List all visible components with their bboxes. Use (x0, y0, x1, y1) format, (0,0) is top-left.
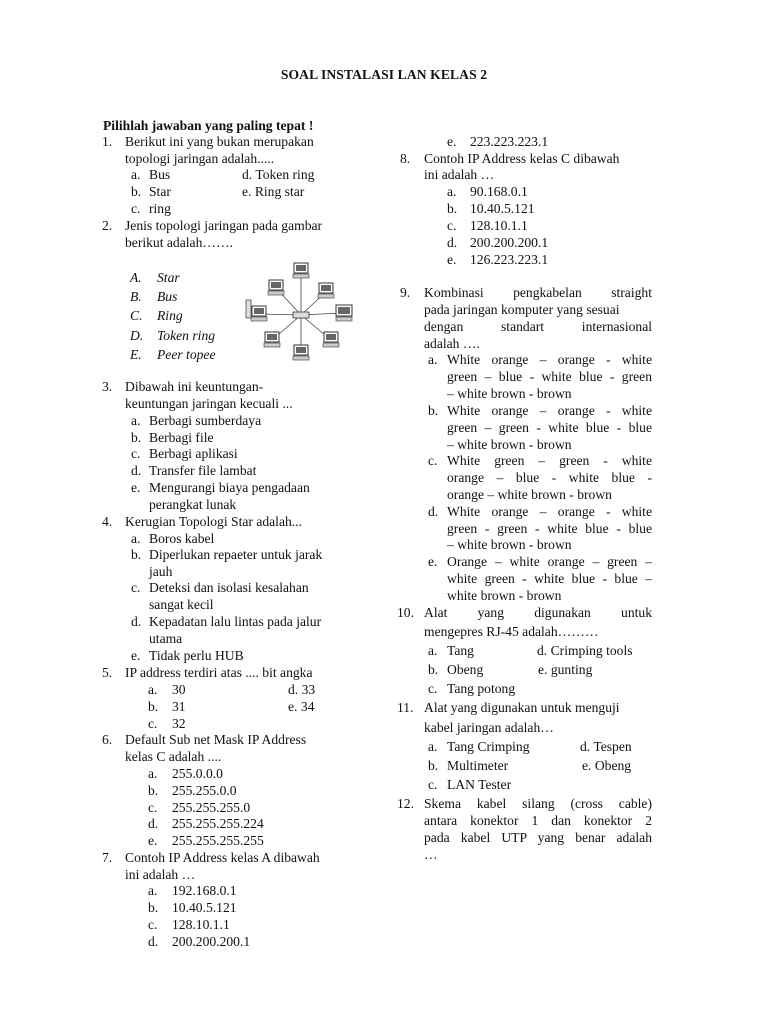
q1-option-c-letter: c. (131, 201, 141, 216)
q6-option-letter: c. (148, 800, 158, 815)
q10-option-e: e. gunting (538, 662, 593, 677)
q11-option-a-letter: a. (428, 739, 438, 754)
q7-option-text: 223.223.223.1 (470, 134, 549, 149)
q5-option-e: e. 34 (288, 699, 315, 714)
q5-option-a-letter: a. (148, 682, 158, 697)
q7-text-cont: ini adalah … (125, 867, 196, 882)
q5-number: 5. (102, 665, 113, 680)
q6-option-text: 255.255.255.0 (172, 800, 251, 815)
q7-option-text: 200.200.200.1 (172, 934, 251, 949)
q2-option-text: Bus (157, 289, 178, 304)
q9-option-b: White orange – orange - white (447, 403, 652, 418)
q8-option-letter: b. (447, 201, 458, 216)
q3-option-letter: b. (131, 430, 142, 445)
q9-option-e: Orange – white orange – green – (447, 554, 652, 569)
q3-option-letter: d. (131, 463, 142, 478)
q7-option-text: 192.168.0.1 (172, 883, 237, 898)
computer-icon (264, 332, 280, 347)
q9-option-a-letter: a. (428, 352, 438, 367)
computer-icon (268, 280, 284, 295)
q4-option-e: Tidak perlu HUB (149, 648, 244, 663)
q10-option-c: Tang potong (447, 681, 516, 696)
q4-option-d-cont: utama (149, 631, 183, 646)
q7-number: 7. (102, 850, 113, 865)
q11-text-cont: kabel jaringan adalah… (424, 720, 554, 735)
q3-option-letter: a. (131, 413, 141, 428)
q7-text: Contoh IP Address kelas A dibawah (125, 850, 320, 865)
q9-option-b-cont: – white brown - brown (447, 437, 572, 452)
q8-text-cont: ini adalah … (424, 167, 495, 182)
q2-number: 2. (102, 218, 113, 233)
q10-option-c-letter: c. (428, 681, 438, 696)
q4-option-d-letter: d. (131, 614, 142, 629)
q9-option-d: White orange – orange - white (447, 504, 652, 519)
q6-option-text: 255.0.0.0 (172, 766, 223, 781)
q6-text-cont: kelas C adalah .... (125, 749, 222, 764)
computer-icon (318, 283, 334, 298)
q3-number: 3. (102, 379, 113, 394)
q2-option-text: Ring (157, 308, 183, 323)
q4-option-c: Deteksi dan isolasi kesalahan (149, 580, 309, 595)
q5-option-b-letter: b. (148, 699, 159, 714)
q9-option-d-cont: – white brown - brown (447, 537, 572, 552)
q11-option-c: LAN Tester (447, 777, 512, 792)
q4-option-c-letter: c. (131, 580, 141, 595)
q7-option-letter: c. (148, 917, 158, 932)
computer-icon (323, 332, 339, 347)
q9-option-a-cont: green – blue - white blue - green (447, 369, 652, 384)
q1-text-cont: topologi jaringan adalah..... (125, 151, 275, 166)
q8-number: 8. (400, 151, 411, 166)
q3-option-text: Berbagi aplikasi (149, 446, 238, 461)
q11-option-a: Tang Crimping (447, 739, 530, 754)
server-icon (246, 300, 251, 318)
q9-option-b-letter: b. (428, 403, 439, 418)
computer-icon (336, 305, 352, 321)
q9-option-a-cont: – white brown - brown (447, 386, 572, 401)
q8-option-text: 126.223.223.1 (470, 252, 549, 267)
q9-option-c-cont: orange – white brown - brown (447, 487, 612, 502)
q7-option-letter: a. (148, 883, 158, 898)
q4-option-a: Boros kabel (149, 531, 215, 546)
q1-option-d: d. Token ring (242, 167, 315, 182)
q9-option-d-letter: d. (428, 504, 439, 519)
q10-option-a-letter: a. (428, 643, 438, 658)
q2-option-text: Star (157, 270, 180, 285)
q6-option-text: 255.255.0.0 (172, 783, 237, 798)
q7-option-text: 10.40.5.121 (172, 900, 237, 915)
q9-option-c: White green – green - white (447, 453, 652, 468)
q6-option-letter: a. (148, 766, 158, 781)
q11-text: Alat yang digunakan untuk menguji (424, 700, 620, 715)
q8-option-text: 128.10.1.1 (470, 218, 528, 233)
q5-text: IP address terdiri atas .... bit angka (125, 665, 313, 680)
q5-option-b: 31 (172, 699, 186, 714)
computer-icon (293, 263, 309, 278)
q3-option-text: Mengurangi biaya pengadaan (149, 480, 310, 495)
q2-option-letter: A. (130, 270, 142, 285)
q10-text-cont: mengepres RJ-45 adalah……… (424, 624, 599, 639)
q11-option-b: Multimeter (447, 758, 509, 773)
q3-option-letter: c. (131, 446, 141, 461)
hub-icon (293, 312, 309, 318)
q10-option-a: Tang (447, 643, 474, 658)
q6-option-text: 255.255.255.224 (172, 816, 264, 831)
q4-option-c-cont: sangat kecil (149, 597, 214, 612)
q11-option-b-letter: b. (428, 758, 439, 773)
q8-option-letter: a. (447, 184, 457, 199)
q12-text: Skema kabel silang (cross cable) (424, 796, 652, 811)
q3-option-text-cont: perangkat lunak (149, 497, 237, 512)
q1-option-e: e. Ring star (242, 184, 305, 199)
computer-icon (293, 345, 309, 360)
q7-option-letter: e. (447, 134, 457, 149)
q9-text-cont: pada jaringan komputer yang sesuai (424, 302, 620, 317)
q9-text: Kombinasi pengkabelan straight (424, 285, 652, 300)
q12-text-cont: pada kabel UTP yang benar adalah (424, 830, 652, 845)
q2-option-letter: E. (130, 347, 142, 362)
q1-option-a-letter: a. (131, 167, 141, 182)
q12-text-cont: … (424, 847, 438, 862)
q3-option-text: Berbagi file (149, 430, 214, 445)
q7-option-letter: b. (148, 900, 159, 915)
q2-text: Jenis topologi jaringan pada gambar (125, 218, 323, 233)
q2-option-letter: D. (130, 328, 144, 343)
q9-text-cont: adalah …. (424, 336, 480, 351)
q4-option-e-letter: e. (131, 648, 141, 663)
q5-option-d: d. 33 (288, 682, 316, 697)
q9-option-e-letter: e. (428, 554, 438, 569)
q7-option-letter: d. (148, 934, 159, 949)
q9-number: 9. (400, 285, 411, 300)
q10-text: Alat yang digunakan untuk (424, 605, 652, 620)
q3-option-text: Berbagi sumberdaya (149, 413, 262, 428)
q4-option-b-letter: b. (131, 547, 142, 562)
q4-option-b-cont: jauh (149, 564, 173, 579)
q3-option-letter: e. (131, 480, 141, 495)
q10-option-b-letter: b. (428, 662, 439, 677)
q2-text-cont: berikut adalah……. (125, 235, 233, 250)
q6-option-letter: b. (148, 783, 159, 798)
q9-option-d-cont: green - green - white blue - blue (447, 521, 652, 536)
q1-option-c: ring (149, 201, 171, 216)
q12-text-cont: antara konektor 1 dan konektor 2 (424, 813, 652, 828)
q10-option-d: d. Crimping tools (537, 643, 633, 658)
q9-option-c-cont: orange – blue - white blue - (447, 470, 652, 485)
q6-option-text: 255.255.255.255 (172, 833, 264, 848)
star-topology-diagram (228, 258, 364, 368)
q2-option-text: Peer topee (157, 347, 216, 362)
q8-option-text: 90.168.0.1 (470, 184, 528, 199)
q6-number: 6. (102, 732, 113, 747)
q8-option-letter: d. (447, 235, 458, 250)
q1-number: 1. (102, 134, 113, 149)
q9-option-e-cont: white green - white blue - blue – (447, 571, 652, 586)
q8-option-letter: c. (447, 218, 457, 233)
q11-number: 11. (397, 700, 414, 715)
computer-icon (251, 306, 267, 321)
q4-option-b: Diperlukan repaeter untuk jarak (149, 547, 323, 562)
q3-text-cont: keuntungan jaringan kecuali ... (125, 396, 293, 411)
q4-option-a-letter: a. (131, 531, 141, 546)
q6-text: Default Sub net Mask IP Address (125, 732, 307, 747)
q1-option-b: Star (149, 184, 171, 199)
q11-option-c-letter: c. (428, 777, 438, 792)
q10-number: 10. (397, 605, 414, 620)
q4-option-d: Kepadatan lalu lintas pada jalur (149, 614, 322, 629)
q9-option-a: White orange – orange - white (447, 352, 652, 367)
q3-text: Dibawah ini keuntungan- (125, 379, 264, 394)
q6-option-letter: d. (148, 816, 159, 831)
q9-option-c-letter: c. (428, 453, 438, 468)
q7-option-text: 128.10.1.1 (172, 917, 230, 932)
q4-text: Kerugian Topologi Star adalah... (125, 514, 302, 529)
q2-option-letter: B. (130, 289, 142, 304)
q1-text: Berikut ini yang bukan merupakan (125, 134, 314, 149)
q10-option-b: Obeng (447, 662, 484, 677)
q5-option-a: 30 (172, 682, 186, 697)
q11-option-d: d. Tespen (580, 739, 632, 754)
q8-option-text: 200.200.200.1 (470, 235, 549, 250)
q8-option-letter: e. (447, 252, 457, 267)
q5-option-c-letter: c. (148, 716, 158, 731)
q4-number: 4. (102, 514, 113, 529)
q1-option-b-letter: b. (131, 184, 142, 199)
q9-option-b-cont: green – green - white blue - blue (447, 420, 652, 435)
q3-option-text: Transfer file lambat (149, 463, 257, 478)
q5-option-c: 32 (172, 716, 186, 731)
q8-text: Contoh IP Address kelas C dibawah (424, 151, 620, 166)
page-title: SOAL INSTALASI LAN KELAS 2 (280, 67, 488, 82)
q9-text-cont: dengan standart internasional (424, 319, 652, 334)
q1-option-a: Bus (149, 167, 171, 182)
q12-number: 12. (397, 796, 414, 811)
q11-option-e: e. Obeng (582, 758, 632, 773)
q2-option-letter: C. (130, 308, 143, 323)
q2-option-text: Token ring (157, 328, 216, 343)
q8-option-text: 10.40.5.121 (470, 201, 535, 216)
q9-option-e-cont: white brown - brown (447, 588, 562, 603)
instruction: Pilihlah jawaban yang paling tepat ! (103, 118, 314, 133)
q6-option-letter: e. (148, 833, 158, 848)
